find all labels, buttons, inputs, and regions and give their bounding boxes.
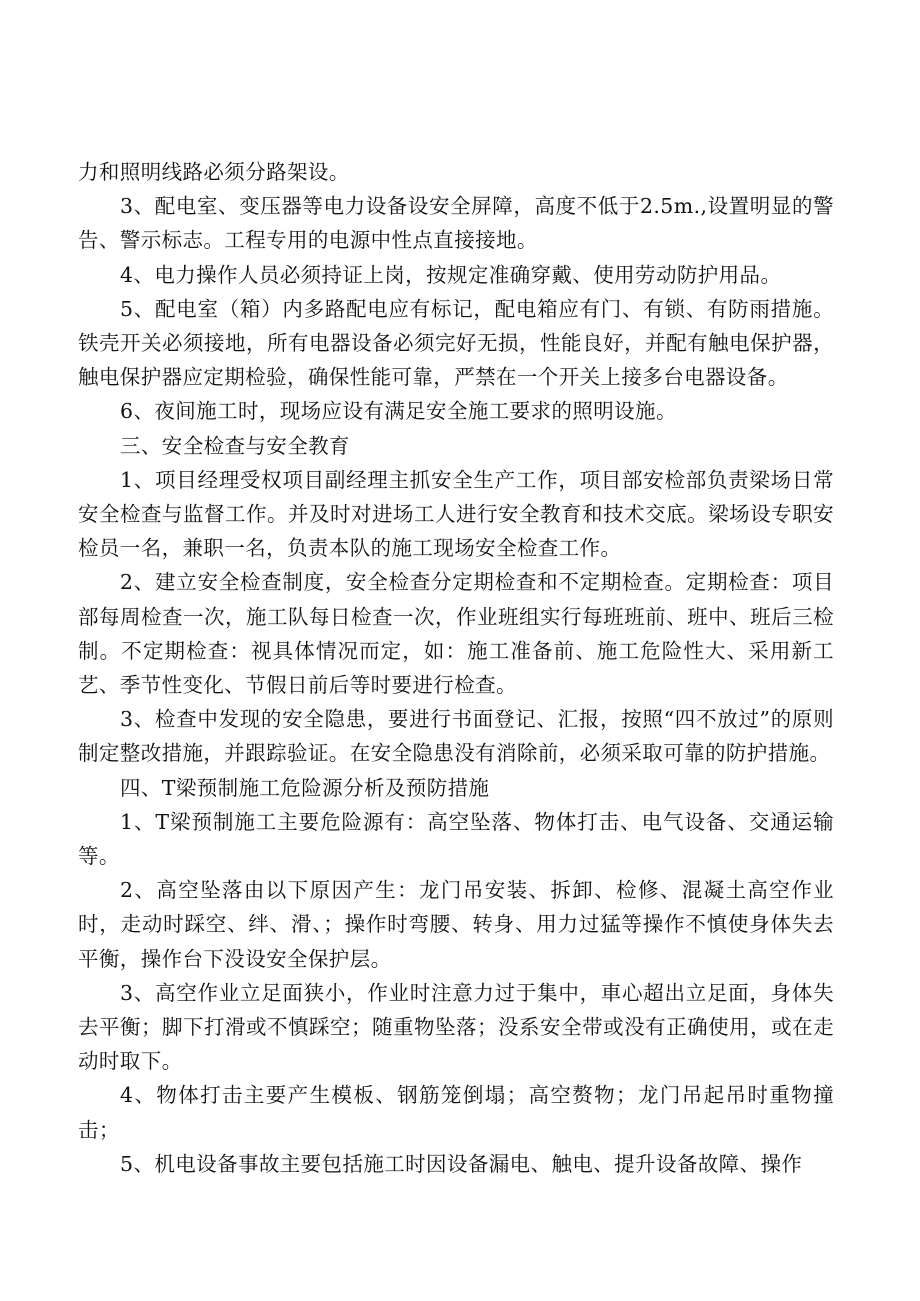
section-heading-4: 四、T梁预制施工危险源分析及预防措施: [120, 775, 490, 800]
paragraph-section4-item-4: 4、物体打击主要产生模板、钢筋笼倒塌；高空赘物；龙门吊起吊时重物撞击；: [78, 1083, 834, 1142]
paragraph-section4-item-5: 5、机电设备事故主要包括施工时因设备漏电、触电、提升设备故障、操作: [120, 1151, 803, 1176]
paragraph-section3-item-3: 3、检查中发现的安全隐患，要进行书面登记、汇报，按照“四不放过”的原则制定整改措施，并跟踪验证。在安全隐患没有消除前，必须采取可靠的防护措施。: [78, 707, 834, 766]
paragraph-item-6: 6、夜间施工时，现场应设有满足安全施工要求的照明设施。: [120, 399, 677, 424]
paragraph-section3-item-2: 2、建立安全检查制度，安全检查分定期检查和不定期检查。定期检查：项目部每周检查一次，施工队每日检查一次，作业班组实行每班班前、班中、班后三检制。不定期检查：视具体情况而定，如：施工准备前、施工危险性大、采用新工艺、季节性变化、节假日前后等时要进行检查。: [78, 570, 834, 698]
section-heading-3: 三、安全检查与安全教育: [120, 433, 350, 458]
paragraph-continuation: 力和照明线路必须分路架设。: [78, 160, 350, 184]
paragraph-item-5: 5、配电室（箱）内多路配电应有标记，配电箱应有门、有锁、有防雨措施。铁壳开关必须接地，所有电器设备必须完好无损，性能良好，并配有触电保护器，触电保护器应定期检验，确保性能可靠，严禁在一个开关上接多台电器设备。: [78, 296, 834, 390]
paragraph-section4-item-3: 3、高空作业立足面狭小，作业时注意力过于集中，車心超出立足面，身体失去平衡；脚下打滑或不慎踩空；随重物坠落；没系安全带或没有正确使用，或在走动时取下。: [78, 980, 834, 1074]
paragraph-section4-item-2: 2、高空坠落由以下原因产生：龙门吊安装、拆卸、检修、混凝土高空作业时，走动时踩空、绊、滑、；操作时弯腰、转身、用力过猛等操作不慎使身体失去平衡，操作台下没设安全保护层。: [78, 878, 834, 971]
document-page: [78, 155, 834, 1181]
paragraph-item-4: 4、电力操作人员必须持证上岗，按规定准确穿戴、使用劳动防护用品。: [120, 262, 782, 287]
paragraph-section3-item-1: 1、项目经理受权项目副经理主抓安全生产工作，项目部安检部负责梁场日常安全检查与监督工作。并及时对进场工人进行安全教育和技术交底。梁场设专职安检员一名，兼职一名，负责本队的施工现场安全检查工作。: [78, 467, 834, 561]
paragraph-item-3: 3、配电室、变压器等电力设备设安全屏障，高度不低于2.5m.,设置明显的警告、警示标志。工程专用的电源中性点直接接地。: [78, 194, 834, 253]
paragraph-section4-item-1: 1、T梁预制施工主要危险源有：高空坠落、物体打击、电气设备、交通运输等。: [78, 809, 834, 869]
